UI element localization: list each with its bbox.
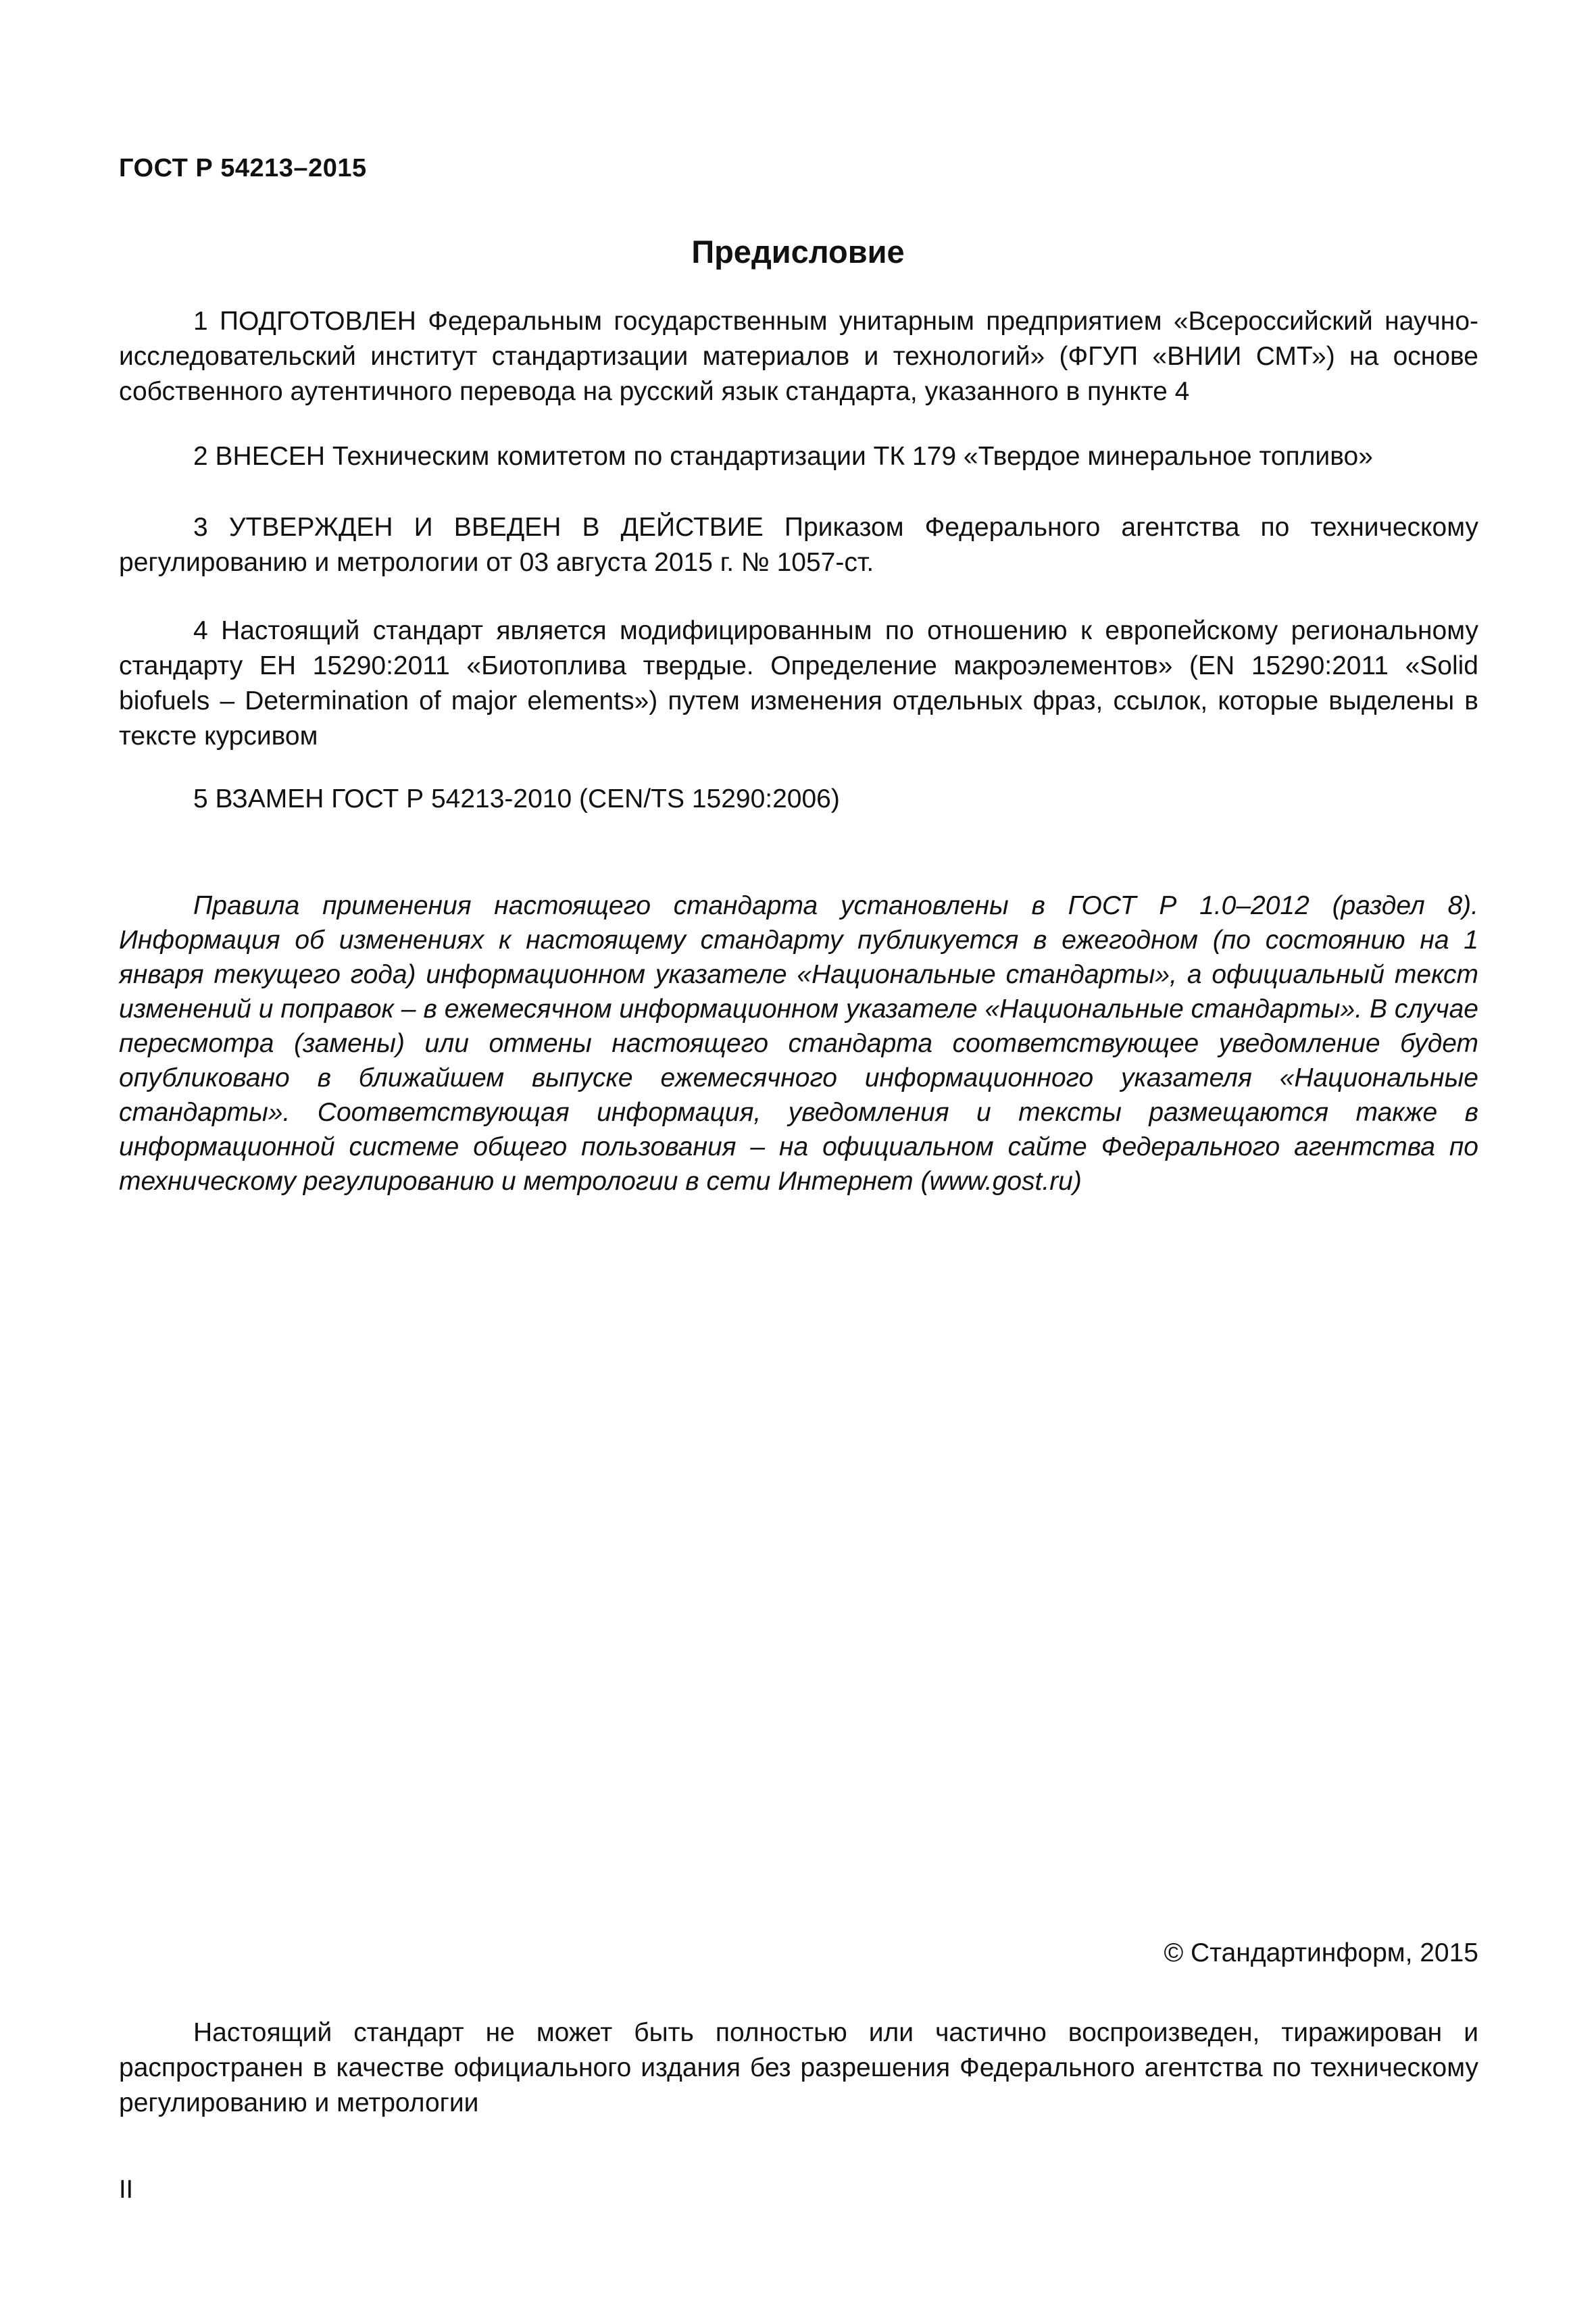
document-code: ГОСТ Р 54213–2015: [119, 154, 367, 182]
foreword-item-1: 1 ПОДГОТОВЛЕН Федеральным государственным унитарным предприятием «Всероссийский научно-исследовательский институт стандартизации материалов и технологий» (ФГУП «ВНИИ СМТ») на основе собственного аутентичного перевода на русский язык стандарта, указанного в пункте 4: [119, 307, 1478, 406]
reproduction-notice: Настоящий стандарт не может быть полностью или частично воспроизведен, тиражирован и распространен в качестве официального издания без разрешения Федерального агентства по техническому регулированию и метрологии: [119, 2018, 1478, 2117]
page-number: II: [119, 2175, 134, 2204]
section-title: Предисловие: [691, 234, 905, 270]
foreword-item-2: 2 ВНЕСЕН Техническим комитетом по стандартизации ТК 179 «Твердое минеральное топливо»: [193, 442, 1373, 471]
copyright-line: © Стандартинформ, 2015: [1164, 1938, 1478, 1967]
foreword-item-3: 3 УТВЕРЖДЕН И ВВЕДЕН В ДЕЙСТВИЕ Приказом Федерального агентства по техническому регулированию и метрологии от 03 августа 2015 г. № 1057-ст.: [119, 513, 1478, 577]
foreword-item-5: 5 ВЗАМЕН ГОСТ Р 54213-2010 (CEN/TS 15290:2006): [193, 784, 840, 813]
foreword-item-4: 4 Настоящий стандарт является модифицированным по отношению к европейскому региональному стандарту ЕН 15290:2011 «Биотоплива твердые. Определение макроэлементов» (EN 15290:2011 «Solid biofuels – Determination of major elements») путем изменения отдельных фраз, ссылок, которые выделены в тексте курсивом: [119, 616, 1478, 751]
application-rules-notice: Правила применения настоящего стандарта установлены в ГОСТ Р 1.0–2012 (раздел 8). Информация об изменениях к настоящему стандарту публикуется в ежегодном (по состоянию на 1 января текущего года) информационном указателе «Национальные стандарты», а официальный текст изменений и поправок – в ежемесячном информационном указателе «Национальные стандарты». В случае пересмотра (замены) или отмены настоящего стандарта соответствующее уведомление будет опубликовано в ближайшем выпуске ежемесячного информационного указателя «Национальные стандарты». Соответствующая информация, уведомления и тексты размещаются также в информационной системе общего пользования – на официальном сайте Федерального агентства по техническому регулированию и метрологии в сети Интернет (www.gost.ru): [119, 891, 1478, 1196]
